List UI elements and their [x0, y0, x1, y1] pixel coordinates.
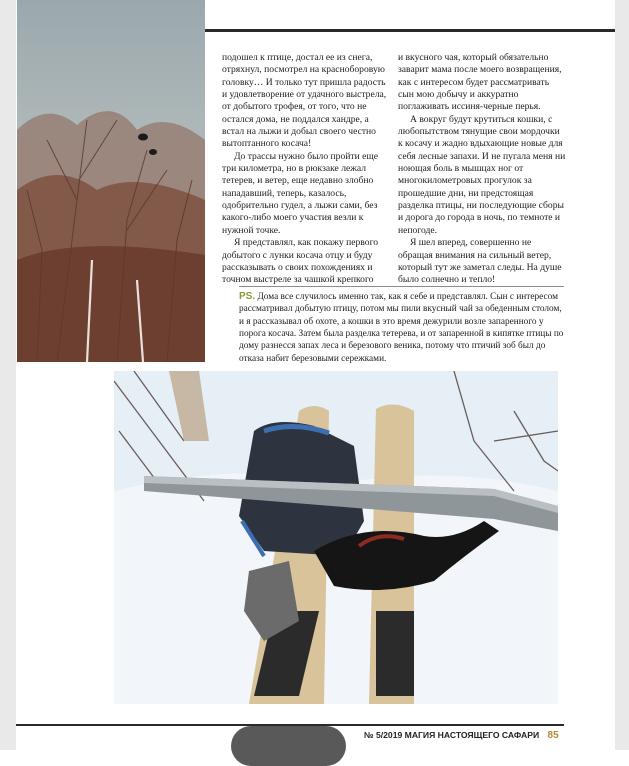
page-number: 85 [547, 730, 559, 741]
viewer-floating-control[interactable] [231, 726, 346, 766]
paragraph: Я представлял, как покажу первого добытого с лунки косача отцу и буду рассказывать о своих похождениях и точном выстреле за чашкой крепкого [222, 237, 379, 286]
ps-rule [239, 286, 564, 287]
paragraph: До трассы нужно было пройти еще три километра, но в рюкзаке лежал тетерев, и ветер, еще недавно злобно нападавший, теперь, казалось, одобрительно гудел, а лыжи сами, без какого-либо моего участия везли к нужной точке. [222, 150, 379, 236]
viewer-margin-left [0, 0, 16, 750]
photo-skis-with-grouse [114, 371, 558, 704]
paragraph: Я шел вперед, совершенно не обращая внимания на сильный ветер, который тут же заметал следы. На душе было солнечно и тепло! [398, 237, 562, 286]
article-column-2 [398, 52, 566, 287]
issue-number: № 5/2019 [364, 730, 403, 740]
viewer-margin-right [615, 0, 629, 750]
paragraph: подошел к птице, достал ее из снега, отряхнул, посмотрел на красноборовую головку… И только тут пришла радость и удовлетворение от удачного выстрела, от добытого трофея, от того, что не остался дома, не поддался хандре, а встал на лыжи и добыл своего честно вытоптанного косача! [222, 52, 387, 150]
magazine-title: МАГИЯ НАСТОЯЩЕГО САФАРИ [404, 730, 540, 740]
postscript [239, 291, 564, 365]
photo-birds-in-birch [17, 0, 205, 362]
article-column-1 [222, 52, 390, 287]
paragraph: и вкусного чая, который обязательно заварит мама после моего возвращения, как с интересом будет рассматривать сын мою добычу и аккуратно поглаживать иссиня-черные перья. [398, 52, 562, 113]
ps-marker: PS. [239, 291, 256, 302]
ps-text: Дома все случилось именно так, как я себе и представлял. Сын с интересом рассматривал добытую птицу, потом мы пили вкусный чай за обеденным столом, и я рассказывал об охоте, а кошки в это время дежурили возле запаренного у порога косача. Затем была разделка тетерева, и от запаренной в кипятке птицы по дому разнесся запах леса и березового веника, потому что птичий зоб был до отказа набит березовыми сережками. [239, 292, 564, 364]
top-rule [205, 29, 615, 32]
page-footer [364, 730, 564, 741]
paragraph: А вокруг будут крутиться кошки, с любопытством тянущие свои мордочки к косачу и жадно вдыхающие новые для себя лесные запахи. И не пугала меня ни ноющая боль в мышцах ног от многокилометровых прогулок за прошедшие дни, ни предстоящая разделка птицы, ни последующие сборы и дорога до города в ночь, по темноте и непогоде. [398, 113, 566, 236]
